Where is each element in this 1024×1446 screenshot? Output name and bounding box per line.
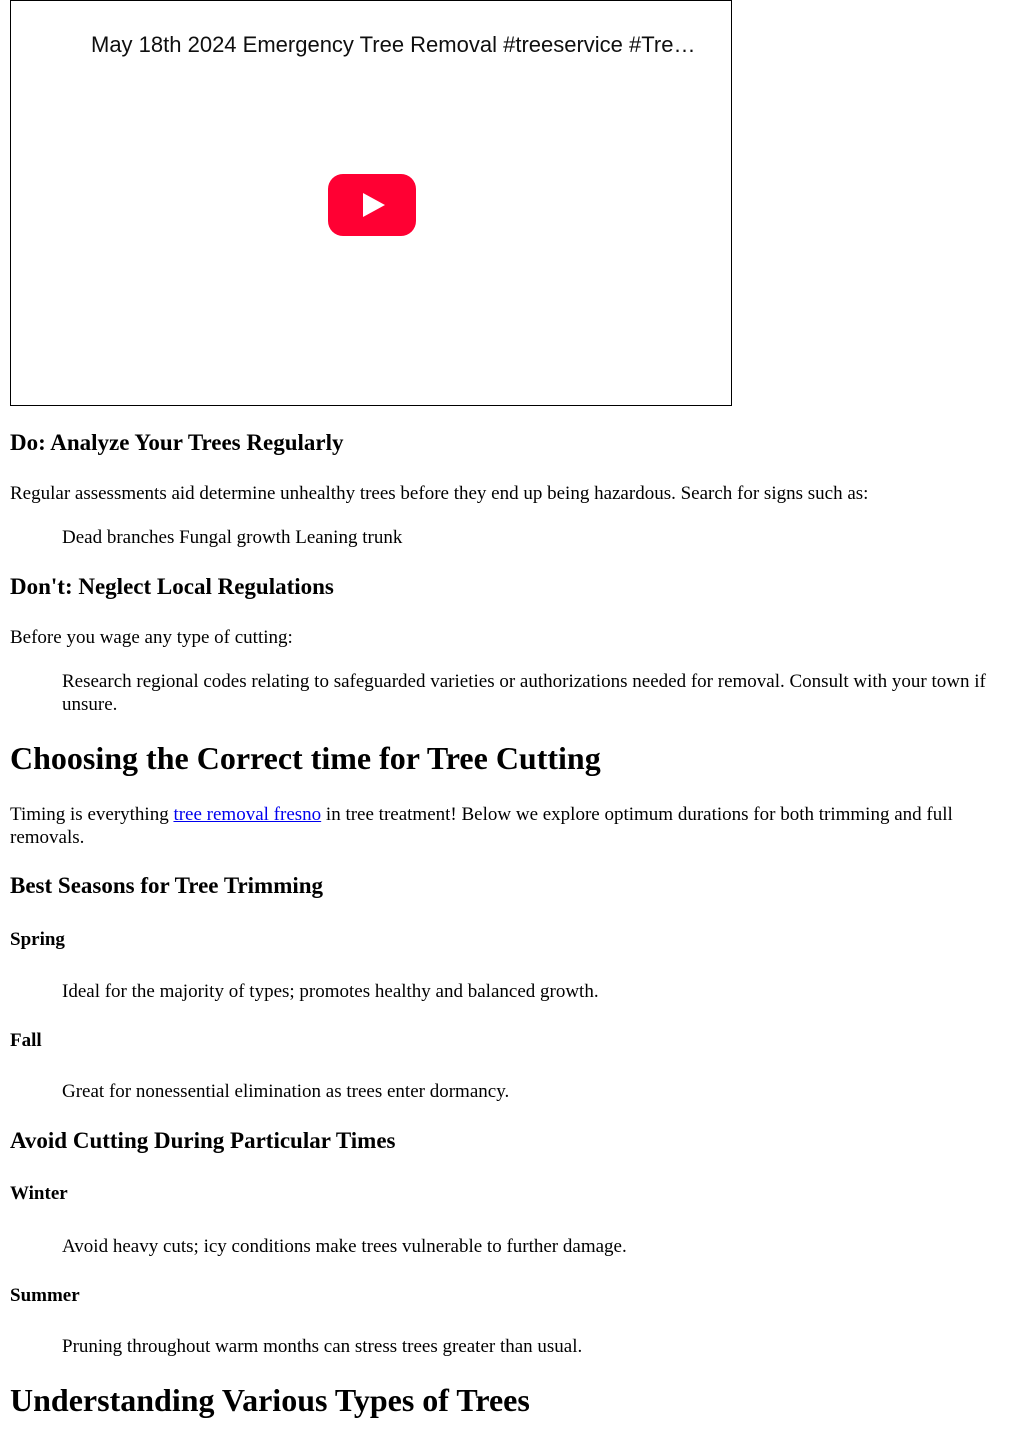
heading-best-seasons: Best Seasons for Tree Trimming bbox=[10, 873, 324, 898]
blockquote-fall: Great for nonessential elimination as trees enter dormancy. bbox=[62, 1081, 510, 1102]
heading-choosing-time: Choosing the Correct time for Tree Cutting bbox=[10, 740, 601, 776]
heading-local-regulations: Don't: Neglect Local Regulations bbox=[10, 574, 334, 599]
blockquote-research-codes: Research regional codes relating to safeguarded varieties or authorizations needed for removal. Consult with your town if unsure. bbox=[62, 671, 986, 715]
blockquote-winter: Avoid heavy cuts; icy conditions make trees vulnerable to further damage. bbox=[62, 1236, 627, 1257]
heading-winter: Winter bbox=[10, 1183, 68, 1204]
heading-spring: Spring bbox=[10, 929, 65, 950]
youtube-video-embed[interactable] bbox=[10, 0, 732, 406]
heading-summer: Summer bbox=[10, 1285, 80, 1306]
blockquote-summer: Pruning throughout warm months can stress trees greater than usual. bbox=[62, 1336, 583, 1357]
video-title[interactable]: May 18th 2024 Emergency Tree Removal #treeservice #Tre… bbox=[91, 32, 696, 57]
youtube-play-icon[interactable] bbox=[328, 174, 416, 236]
paragraph-timing bbox=[10, 803, 1010, 849]
timing-text-before: Timing is everything bbox=[10, 804, 174, 825]
timing-text-after: in tree treatment! Below we explore optimum durations for both trimming and full removals. bbox=[10, 804, 953, 848]
paragraph-before-cutting: Before you wage any type of cutting: bbox=[10, 627, 293, 648]
heading-analyze-trees: Do: Analyze Your Trees Regularly bbox=[10, 430, 344, 455]
blockquote-signs: Dead branches Fungal growth Leaning trunk bbox=[62, 527, 403, 548]
heading-fall: Fall bbox=[10, 1030, 42, 1051]
tree-removal-fresno-link[interactable]: tree removal fresno bbox=[173, 804, 322, 825]
heading-types-of-trees: Understanding Various Types of Trees bbox=[10, 1382, 530, 1418]
blockquote-spring: Ideal for the majority of types; promotes healthy and balanced growth. bbox=[62, 981, 599, 1002]
heading-avoid-cutting: Avoid Cutting During Particular Times bbox=[10, 1128, 396, 1153]
paragraph-assessments: Regular assessments aid determine unhealthy trees before they end up being hazardous. Search for signs such as: bbox=[10, 483, 869, 504]
